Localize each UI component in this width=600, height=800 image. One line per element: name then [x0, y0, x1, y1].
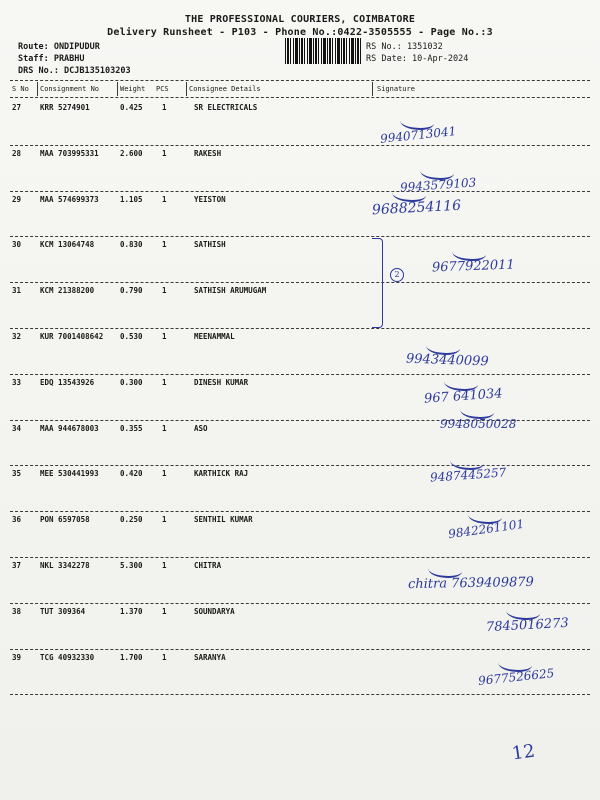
row-weight: 0.790: [120, 286, 143, 296]
row-weight: 0.300: [120, 377, 143, 387]
route-label: Route: ONDIPUDUR: [18, 42, 100, 52]
table-row: [0, 558, 600, 604]
handwritten-signature: 9842261101: [447, 516, 525, 542]
signature-scribble: [468, 508, 502, 524]
signature-scribble: [444, 375, 478, 391]
column-header-weight: Weight: [120, 85, 146, 93]
column-divider: [186, 82, 187, 96]
handwritten-signature: chitra 7639409879: [407, 574, 534, 593]
table-row: [0, 512, 600, 558]
ink-bracket: [372, 238, 383, 328]
table-row: [0, 146, 600, 195]
row-sno: 28: [12, 148, 22, 158]
row-weight: 2.600: [120, 148, 143, 158]
row-consignment-no: PON 6597058: [40, 515, 90, 525]
row-pcs: 1: [162, 194, 167, 204]
row-consignment-no: KRR 5274901: [40, 103, 90, 112]
handwritten-signature: 9677922011: [431, 257, 515, 276]
row-sno: 39: [12, 652, 22, 662]
column-header-pcs: PCS: [156, 85, 169, 93]
row-consignment-no: EDQ 13543926: [40, 377, 95, 387]
row-weight: 5.300: [120, 561, 143, 570]
row-pcs: 1: [162, 561, 167, 570]
row-divider: [10, 694, 590, 695]
row-weight: 0.425: [120, 103, 143, 112]
row-consignment-no: KCM 13064748: [40, 240, 95, 250]
row-weight: 0.250: [120, 515, 143, 525]
row-consignment-no: TUT 309364: [40, 606, 86, 616]
signature-scribble: [498, 656, 532, 672]
row-consignee: ASO: [194, 423, 208, 433]
column-header-signature: Signature: [377, 85, 415, 93]
row-pcs: 1: [162, 148, 167, 158]
row-sno: 36: [12, 515, 22, 525]
handwritten-signature: 9677526625: [477, 665, 555, 688]
handwritten-signature: 7845016273: [485, 615, 570, 635]
ink-circled-mark: 2: [390, 268, 404, 282]
handwritten-signature: 967 641034: [423, 386, 504, 407]
row-weight: 1.700: [120, 652, 143, 662]
column-header-consignee: Consignee Details: [189, 85, 261, 93]
signature-scribble: [428, 562, 462, 578]
signature-scribble: [506, 604, 540, 620]
row-sno: 35: [12, 469, 22, 479]
row-consignee: CHITRA: [194, 561, 222, 570]
row-sno: 38: [12, 606, 22, 616]
row-sno: 30: [12, 240, 22, 250]
row-pcs: 1: [162, 240, 167, 250]
row-consignment-no: MAA 944678003: [40, 423, 99, 433]
signature-scribble: [420, 164, 454, 180]
ink-page-mark: 12: [510, 740, 537, 765]
staff-label: Staff: PRABHU: [18, 54, 85, 64]
row-sno: 33: [12, 377, 22, 387]
row-consignment-no: KCM 21388200: [40, 286, 95, 296]
table-row: [0, 466, 600, 512]
row-consignment-no: TCG 40932330: [40, 652, 95, 662]
header-bottom-rule: [10, 97, 590, 98]
row-consignee: RAKESH: [194, 148, 222, 158]
table-row: [0, 192, 600, 238]
table-row: [0, 100, 600, 146]
company-title: THE PROFESSIONAL COURIERS, COIMBATORE: [184, 14, 416, 25]
handwritten-signature: 9487445257: [429, 465, 507, 486]
column-divider: [117, 82, 118, 96]
row-consignment-no: MAA 703995331: [40, 148, 99, 158]
row-consignee: SENTHIL KUMAR: [194, 515, 253, 525]
signature-scribble: [460, 403, 494, 419]
handwritten-signature: 9948050028: [440, 416, 517, 431]
row-weight: 0.830: [120, 240, 143, 250]
signature-scribble: [400, 114, 434, 130]
handwritten-signature: 9940713041: [379, 124, 457, 146]
row-consignee: DINESH KUMAR: [194, 377, 249, 387]
rs-date: RS Date: 10-Apr-2024: [366, 54, 469, 64]
row-sno: 29: [12, 194, 22, 204]
barcode-image: [285, 38, 361, 64]
row-pcs: 1: [162, 515, 167, 525]
row-pcs: 1: [162, 377, 167, 387]
row-consignment-no: MAA 574699373: [40, 194, 99, 204]
handwritten-signature: 9943440099: [405, 351, 489, 370]
handwritten-signature: 9688254116: [371, 197, 462, 218]
table-row: [0, 416, 600, 467]
row-weight: 1.105: [120, 194, 143, 204]
row-sno: 34: [12, 423, 22, 433]
row-consignment-no: NKL 3342278: [40, 561, 90, 570]
row-consignee: YEISTON: [194, 194, 226, 204]
handwritten-signature: 9943579103: [399, 175, 477, 195]
row-consignee: KARTHICK RAJ: [194, 469, 249, 479]
row-consignment-no: KUR 7001408642: [40, 332, 104, 341]
row-consignee: SATHISH ARUMUGAM: [194, 286, 267, 296]
row-sno: 27: [12, 103, 22, 112]
column-header-consignment: Consignment No: [40, 85, 100, 93]
row-weight: 0.420: [120, 469, 143, 479]
column-header-sno: S No: [12, 85, 29, 93]
row-sno: 31: [12, 286, 22, 296]
row-pcs: 1: [162, 103, 167, 112]
table-row: [0, 283, 600, 329]
table-row: [0, 604, 600, 650]
row-weight: 0.530: [120, 332, 143, 341]
rs-number: RS No.: 1351032: [366, 42, 443, 52]
row-consignment-no: MEE 530441993: [40, 469, 99, 479]
row-consignee: SATHISH: [194, 240, 226, 250]
runsheet-subtitle: Delivery Runsheet - P103 - Phone No.:0422-3505555 - Page No.:3: [107, 27, 493, 38]
row-weight: 1.370: [120, 606, 143, 616]
row-sno: 37: [12, 561, 22, 570]
signature-scribble: [392, 186, 426, 202]
row-pcs: 1: [162, 332, 167, 341]
column-divider: [372, 82, 373, 96]
table-row: [0, 650, 600, 696]
row-pcs: 1: [162, 423, 167, 433]
table-row: [0, 329, 600, 375]
row-pcs: 1: [162, 606, 167, 616]
row-pcs: 1: [162, 469, 167, 479]
row-consignee: SOUNDARYA: [194, 606, 235, 616]
row-consignee: SARANYA: [194, 652, 226, 662]
table-row: [0, 375, 600, 421]
drs-number: DRS No.: DCJB135103203: [18, 66, 131, 76]
row-consignee: SR ELECTRICALS: [194, 103, 258, 112]
row-consignee: MEENAMMAL: [194, 332, 235, 341]
row-weight: 0.355: [120, 423, 143, 433]
row-pcs: 1: [162, 286, 167, 296]
header-top-rule: [10, 80, 590, 81]
row-pcs: 1: [162, 652, 167, 662]
column-divider: [37, 82, 38, 96]
row-sno: 32: [12, 332, 22, 341]
table-row: [0, 237, 600, 283]
